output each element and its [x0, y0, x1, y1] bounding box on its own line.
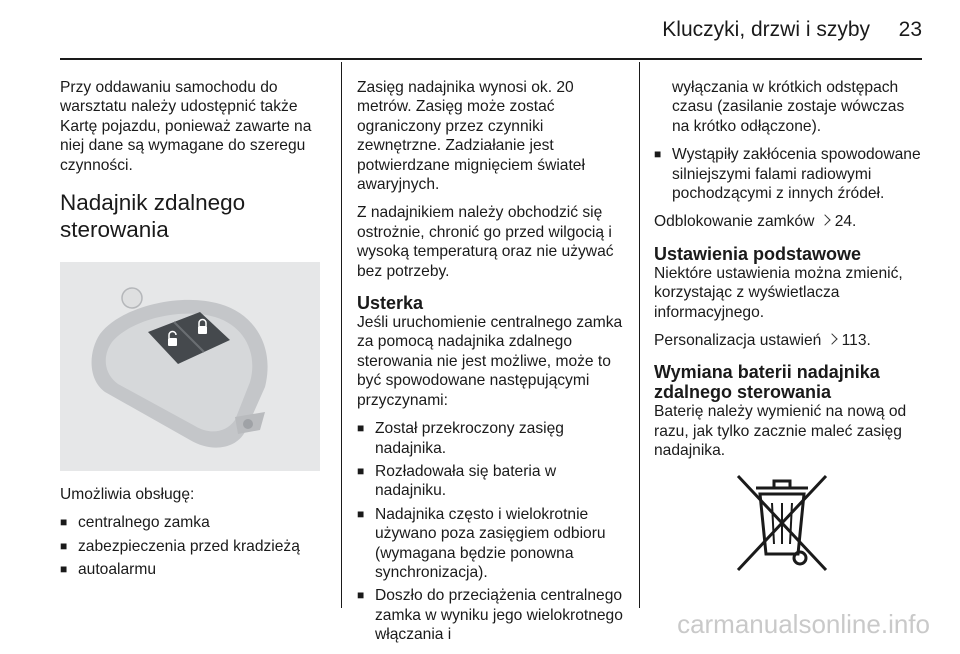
- list-item: ■ Nadajnika często i wielokrotnie używano poza zasięgiem odbioru (wymagana będzie ponowna synchronizacja).: [357, 505, 629, 583]
- enables-label: Umożliwia obsługę:: [60, 486, 195, 504]
- care-paragraph: Z nadajnikiem należy obchodzić się ostrożnie, chronić go przed wilgocią i wysoką temperaturą oraz nie używać bez potrzeby.: [357, 204, 614, 280]
- fault-title: Usterka: [357, 293, 424, 314]
- battery-title: Wymiana baterii nadajnika zdalnego sterowania: [654, 362, 880, 403]
- continued-bullet-text: wyłączania w krótkich odstępach czasu (zasilanie zostaje wówczas na krótko odłączone).: [672, 79, 905, 135]
- personalize-reference[interactable]: [654, 331, 922, 350]
- column-2: [357, 78, 629, 654]
- personalize-reference-page: 113.: [841, 332, 871, 350]
- unlock-reference[interactable]: [654, 212, 922, 231]
- unlock-reference-page: 24.: [834, 213, 857, 231]
- intro-paragraph: Przy oddawaniu samochodu do warsztatu należy udostępnić także Kartę pojazdu, ponieważ zawarte na niej dane są wymagane do szeregu czynności.: [60, 79, 312, 174]
- page-number: 23: [898, 18, 922, 41]
- list-item: ■ Rozładowała się bateria w nadajniku.: [357, 462, 629, 501]
- column-3: [654, 78, 922, 574]
- list-item: ■ Doszło do przeciążenia centralnego zamka w wyniku jego wielokrotnego włączania i: [357, 586, 629, 644]
- personalize-reference-text: Personalizacja ustawień: [654, 332, 822, 350]
- header-title: Kluczyki, drzwi i szyby: [662, 18, 870, 41]
- arrow-right-icon: [826, 333, 837, 344]
- arrow-right-icon: [819, 215, 830, 226]
- fault-causes-list: [357, 419, 629, 644]
- section-title: Nadajnik zdalnego sterowania: [60, 190, 246, 243]
- list-item: ■ zabezpieczenia przed kradzieżą: [60, 537, 326, 556]
- list-item: ■ Wystąpiły zakłócenia spowodowane silniejszymi falami radiowymi pochodzącymi z innych źródeł.: [654, 145, 922, 203]
- list-item: ■ autoalarmu: [60, 560, 326, 579]
- column-divider-1: [341, 62, 342, 608]
- fault-causes-list-cont: [654, 145, 922, 203]
- fault-paragraph: Jeśli uruchomienie centralnego zamka za pomocą nadajnika zdalnego sterowania nie jest możliwe, może to być spowodowane następującymi przyczynami:: [357, 314, 623, 409]
- settings-paragraph: Niektóre ustawienia można zmienić, korzystając z wyświetlacza informacyjnego.: [654, 264, 903, 321]
- list-item: ■ centralnego zamka: [60, 513, 326, 532]
- header-rule: [60, 58, 922, 60]
- settings-title: Ustawienia podstawowe: [654, 243, 862, 264]
- list-item: ■ Został przekroczony zasięg nadajnika.: [357, 419, 629, 458]
- column-1: [60, 78, 326, 589]
- unlock-reference-text: Odblokowanie zamków: [654, 213, 815, 231]
- crossed-out-bin-icon: [736, 470, 828, 574]
- key-fob-image: [60, 262, 320, 471]
- functions-list: [60, 513, 326, 579]
- column-divider-2: [639, 62, 640, 608]
- battery-paragraph: Baterię należy wymienić na nową od razu, jak tylko zacznie maleć zasięg nadajnika.: [654, 403, 907, 460]
- range-paragraph: Zasięg nadajnika wynosi ok. 20 metrów. Zasięg może zostać ograniczony przez czynniki zewnętrzne. Zadziałanie jest potwierdzane mignięciem świateł awaryjnych.: [357, 79, 585, 194]
- watermark: carmanualsonline.info: [677, 609, 930, 639]
